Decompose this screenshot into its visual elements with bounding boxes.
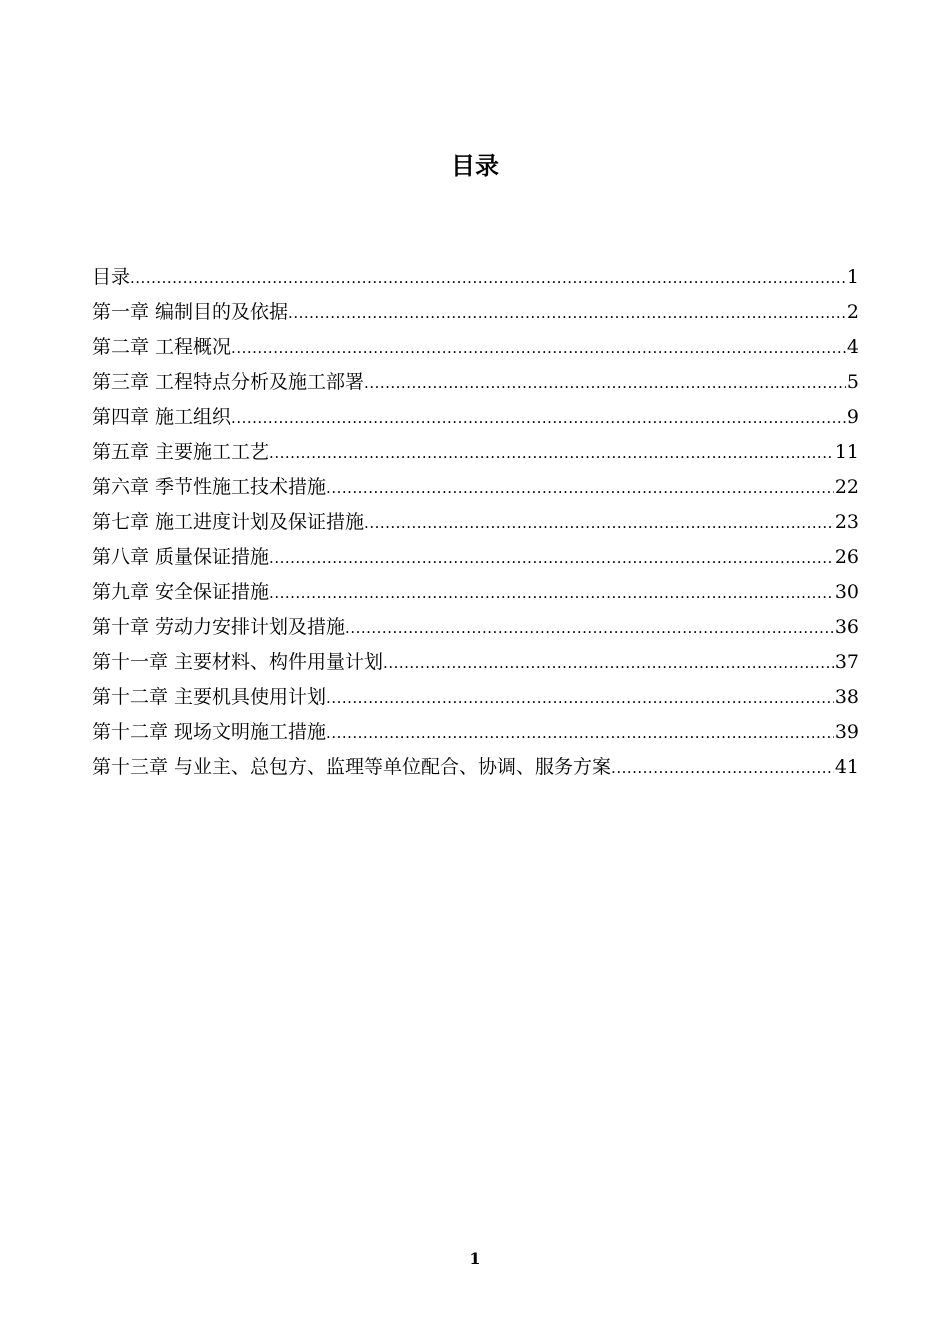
toc-entry[interactable] (92, 715, 859, 750)
toc-entry-label: 第八章 质量保证措施 (92, 546, 270, 568)
toc-entry[interactable] (92, 260, 859, 295)
table-of-contents (92, 260, 859, 785)
toc-dot-leader (269, 436, 834, 471)
toc-dot-leader (130, 261, 846, 296)
toc-entry[interactable] (92, 505, 859, 540)
toc-entry-page: 30 (834, 581, 859, 603)
toc-entry[interactable] (92, 610, 859, 645)
page-title: 目录 (451, 151, 499, 180)
toc-entry[interactable] (92, 400, 859, 435)
toc-dot-leader (269, 576, 834, 611)
toc-entry-page: 36 (834, 616, 859, 638)
toc-entry[interactable] (92, 540, 859, 575)
toc-entry[interactable] (92, 470, 859, 505)
toc-entry[interactable] (92, 680, 859, 715)
toc-entry[interactable] (92, 435, 859, 470)
toc-entry-page: 5 (846, 371, 859, 393)
toc-entry-page: 41 (834, 756, 859, 778)
toc-entry-page: 11 (834, 441, 859, 463)
toc-entry-page: 4 (846, 336, 859, 358)
toc-entry-label: 第十二章 主要机具使用计划 (92, 686, 327, 708)
toc-entry[interactable] (92, 365, 859, 400)
toc-dot-leader (326, 471, 834, 506)
toc-entry[interactable] (92, 645, 859, 680)
toc-entry-label: 第六章 季节性施工技术措施 (92, 476, 327, 498)
toc-dot-leader (611, 751, 834, 786)
toc-entry-label: 第九章 安全保证措施 (92, 581, 270, 603)
toc-entry-page: 1 (846, 266, 859, 288)
toc-dot-leader (231, 331, 846, 366)
toc-entry-label: 第四章 施工组织 (92, 406, 232, 428)
toc-entry-label: 第十三章 与业主、总包方、监理等单位配合、协调、服务方案 (92, 756, 612, 778)
toc-entry-label: 第三章 工程特点分析及施工部署 (92, 371, 365, 393)
toc-entry-page: 23 (834, 511, 859, 533)
toc-dot-leader (383, 646, 834, 681)
toc-entry-page: 39 (834, 721, 859, 743)
toc-dot-leader (326, 716, 834, 751)
toc-entry[interactable] (92, 575, 859, 610)
toc-entry[interactable] (92, 750, 859, 785)
toc-entry-label: 第二章 工程概况 (92, 336, 232, 358)
toc-entry-page: 2 (846, 301, 859, 323)
toc-entry-label: 第五章 主要施工工艺 (92, 441, 270, 463)
toc-entry-label: 第十章 劳动力安排计划及措施 (92, 616, 346, 638)
toc-entry-page: 22 (834, 476, 859, 498)
toc-entry[interactable] (92, 295, 859, 330)
toc-entry-label: 目录 (92, 266, 131, 288)
toc-dot-leader (345, 611, 834, 646)
toc-entry-label: 第一章 编制目的及依据 (92, 301, 289, 323)
toc-entry-label: 第十一章 主要材料、构件用量计划 (92, 651, 384, 673)
page-number: 1 (469, 1249, 481, 1268)
toc-dot-leader (364, 366, 846, 401)
toc-entry-page: 26 (834, 546, 859, 568)
toc-dot-leader (364, 506, 834, 541)
toc-dot-leader (326, 681, 834, 716)
toc-entry-page: 9 (846, 406, 859, 428)
toc-entry-label: 第十二章 现场文明施工措施 (92, 721, 327, 743)
toc-dot-leader (288, 296, 846, 331)
toc-dot-leader (231, 401, 846, 436)
toc-entry-label: 第七章 施工进度计划及保证措施 (92, 511, 365, 533)
toc-entry[interactable] (92, 330, 859, 365)
toc-entry-page: 38 (834, 686, 859, 708)
toc-entry-page: 37 (834, 651, 859, 673)
toc-dot-leader (269, 541, 834, 576)
